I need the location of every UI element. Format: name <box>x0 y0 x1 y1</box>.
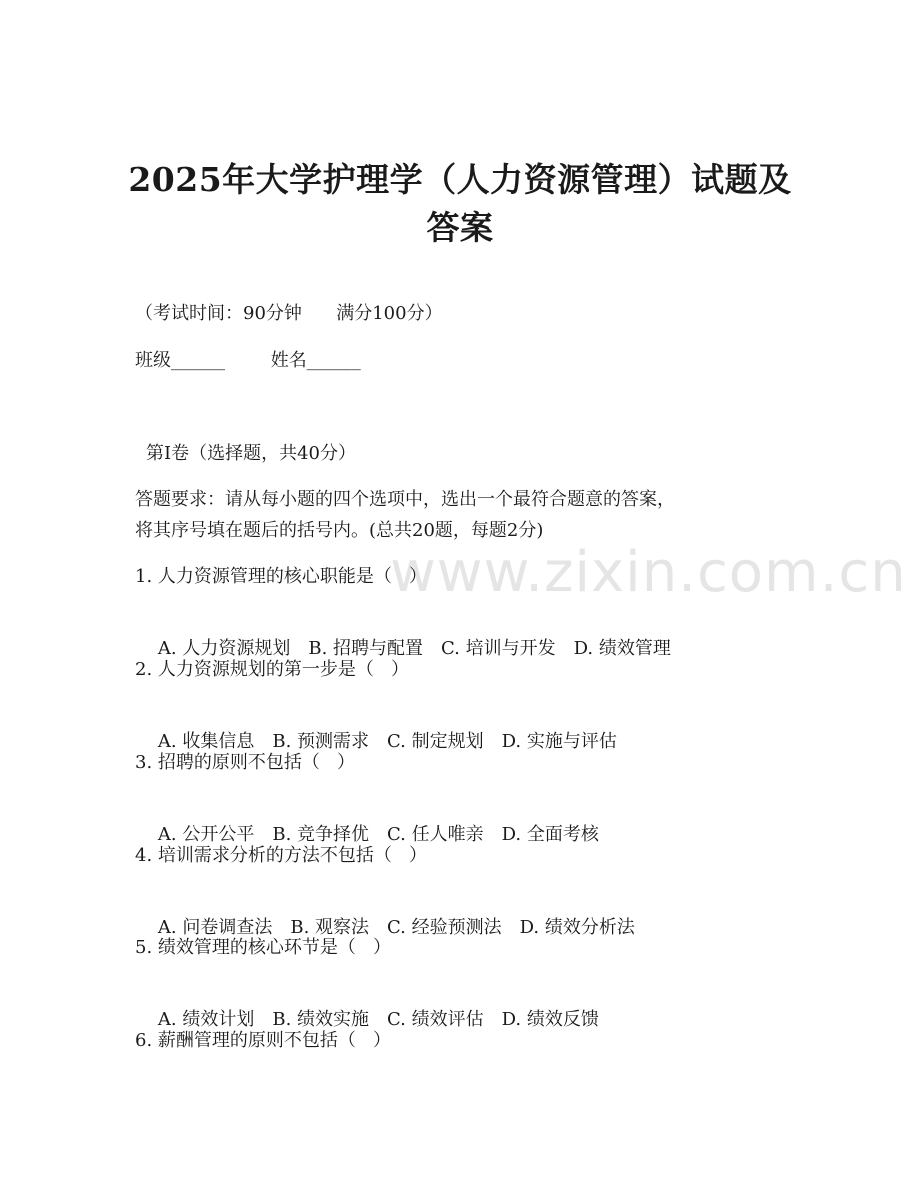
option-b: B. 绩效实施 <box>272 1009 370 1030</box>
class-name-field: 班级______ 姓名______ <box>135 350 361 371</box>
question-stem: 3. 招聘的原则不包括（ ） <box>135 752 356 773</box>
option-a: A. 问卷调查法 <box>157 917 273 938</box>
option-c: C. 任人唯亲 <box>387 824 484 845</box>
option-a: A. 人力资源规划 <box>157 638 291 659</box>
option-a: A. 绩效计划 <box>157 1009 255 1030</box>
option-a: A. 收集信息 <box>157 731 255 752</box>
option-d: D. 实施与评估 <box>501 731 617 752</box>
document-title-line-2: 答案 <box>426 208 494 247</box>
question-stem: 6. 薪酬管理的原则不包括（ ） <box>135 1030 392 1051</box>
option-b: B. 竞争择优 <box>272 824 370 845</box>
question-stem: 2. 人力资源规划的第一步是（ ） <box>135 659 410 680</box>
question-stem: 1. 人力资源管理的核心职能是（ ） <box>135 566 428 587</box>
option-d: D. 绩效管理 <box>573 638 671 659</box>
question-stem: 4. 培训需求分析的方法不包括（ ） <box>135 845 428 866</box>
watermark: www.zixin.com.cn <box>390 540 907 605</box>
option-b: B. 观察法 <box>290 917 370 938</box>
option-d: D. 全面考核 <box>501 824 599 845</box>
option-a: A. 公开公平 <box>157 824 255 845</box>
option-d: D. 绩效分析法 <box>519 917 635 938</box>
answer-requirement-line-2: 将其序号填在题后的括号内。(总共20题，每题2分) <box>135 520 544 541</box>
answer-requirement-line-1: 答题要求：请从每小题的四个选项中，选出一个最符合题意的答案， <box>135 489 675 510</box>
option-d: D. 绩效反馈 <box>501 1009 599 1030</box>
question-stem: 5. 绩效管理的核心环节是（ ） <box>135 937 392 958</box>
document-title-line-1: 2025年大学护理学（人力资源管理）试题及 <box>128 160 792 199</box>
option-b: B. 招聘与配置 <box>308 638 424 659</box>
option-c: C. 经验预测法 <box>387 917 502 938</box>
option-b: B. 预测需求 <box>272 731 370 752</box>
option-c: C. 制定规划 <box>387 731 484 752</box>
exam-info: （考试时间：90分钟 满分100分） <box>135 303 443 324</box>
option-c: C. 绩效评估 <box>387 1009 484 1030</box>
option-c: C. 培训与开发 <box>441 638 556 659</box>
section-title: 第I卷（选择题，共40分） <box>146 443 357 464</box>
